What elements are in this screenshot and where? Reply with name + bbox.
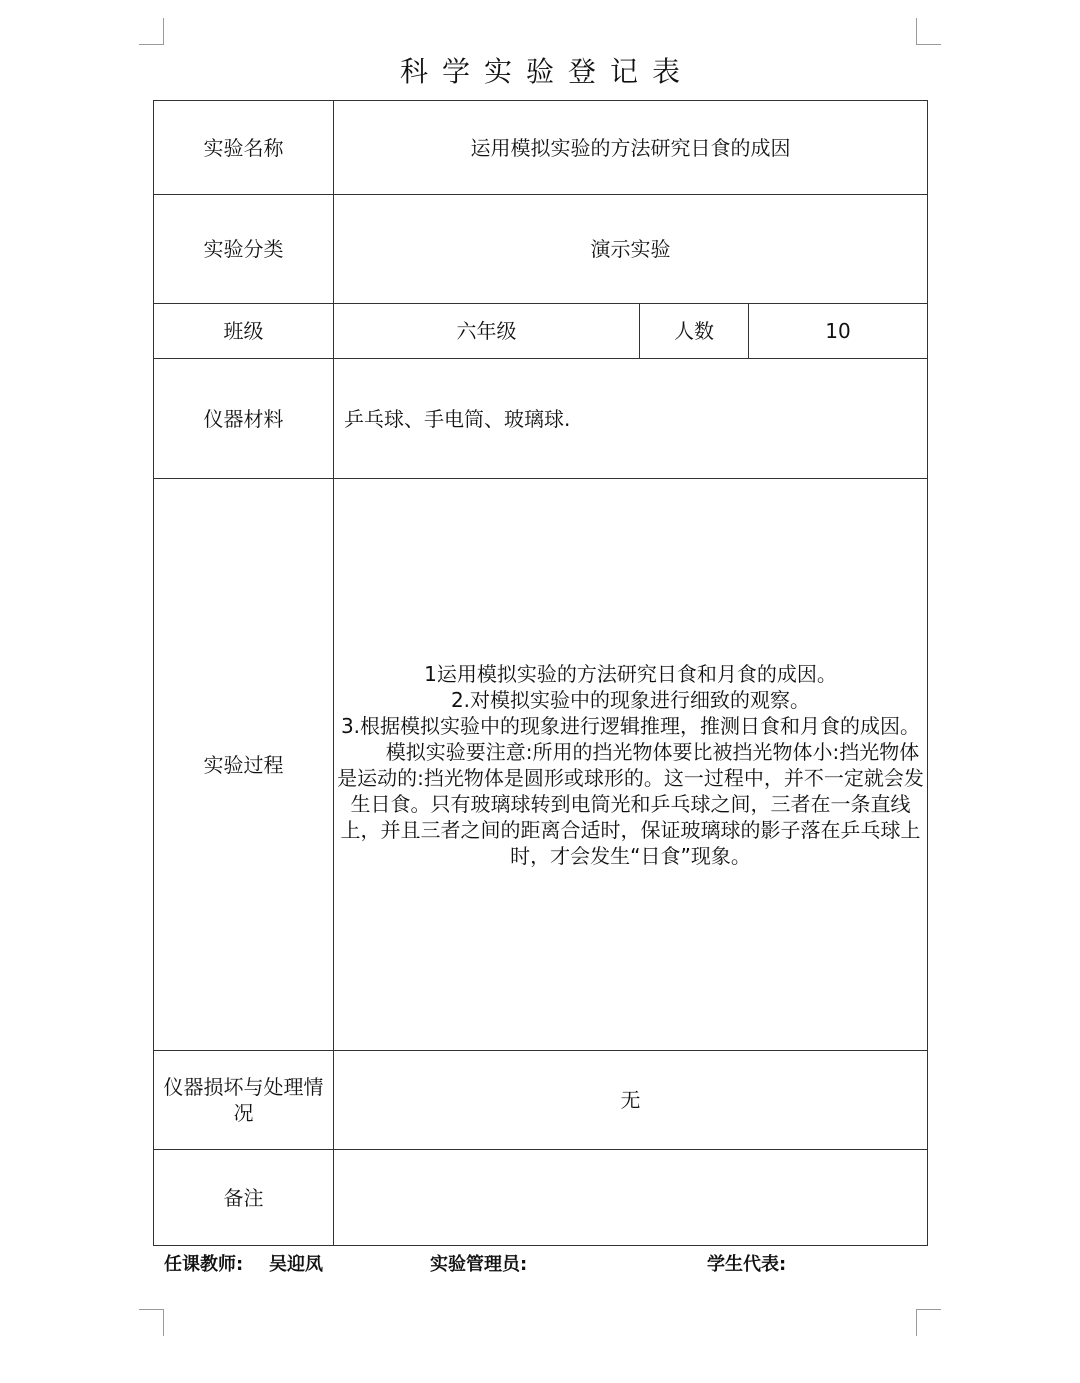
experiment-name-value: 运用模拟实验的方法研究日食的成因 <box>334 101 928 195</box>
damage-label <box>154 1051 334 1150</box>
remarks-value <box>334 1150 928 1246</box>
teacher-label: 任课教师: <box>164 1254 244 1275</box>
experiment-category-value: 演示实验 <box>334 195 928 304</box>
experiment-category-label: 实验分类 <box>154 195 334 304</box>
signature-footer <box>0 1250 1080 1274</box>
damage-value: 无 <box>334 1051 928 1150</box>
remarks-label: 备注 <box>154 1150 334 1246</box>
damage-label-text: 仪器损坏与处理情况 <box>163 1075 324 1125</box>
table-row <box>154 359 928 479</box>
materials-value: 乒乓球、手电筒、玻璃球. <box>334 359 928 479</box>
experiment-name-label: 实验名称 <box>154 101 334 195</box>
page-corner-mark <box>139 1309 164 1336</box>
student-rep-label: 学生代表: <box>707 1254 787 1275</box>
class-label: 班级 <box>154 304 334 359</box>
registration-table <box>153 100 928 1246</box>
table-row <box>154 195 928 304</box>
page-corner-mark <box>916 1309 941 1336</box>
materials-label: 仪器材料 <box>154 359 334 479</box>
table-row <box>154 1150 928 1246</box>
process-step: 2.对模拟实验中的现象进行细致的观察。 <box>450 687 811 712</box>
process-step: 1运用模拟实验的方法研究日食和月食的成因。 <box>424 661 837 686</box>
class-value: 六年级 <box>334 304 640 359</box>
lab-admin-label: 实验管理员: <box>430 1254 528 1275</box>
page-corner-mark <box>139 18 164 45</box>
table-row <box>154 1051 928 1150</box>
process-note: 模拟实验要注意:所用的挡光物体要比被挡光物体小:挡光物体是运动的:挡光物体是圆形或球形的。这一过程中，并不一定就会发生日食。只有玻璃球转到电筒光和乒乓球之间，三者在一条直线上，并且三者之间的距离合适时，保证玻璃球的影子落在乒乓球上时，才会发生“日食”现象。 <box>337 739 924 868</box>
table-row <box>154 304 928 359</box>
process-content <box>334 479 928 1051</box>
process-label: 实验过程 <box>154 479 334 1051</box>
table-row <box>154 101 928 195</box>
page-corner-mark <box>916 18 941 45</box>
process-step: 3.根据模拟实验中的现象进行逻辑推理，推测日食和月食的成因。 <box>340 713 921 738</box>
table-row <box>154 479 928 1051</box>
page-title: 科学实验登记表 <box>399 55 694 88</box>
student-count-value: 10 <box>749 304 928 359</box>
student-count-label: 人数 <box>640 304 749 359</box>
teacher-name: 吴迎凤 <box>269 1254 323 1275</box>
